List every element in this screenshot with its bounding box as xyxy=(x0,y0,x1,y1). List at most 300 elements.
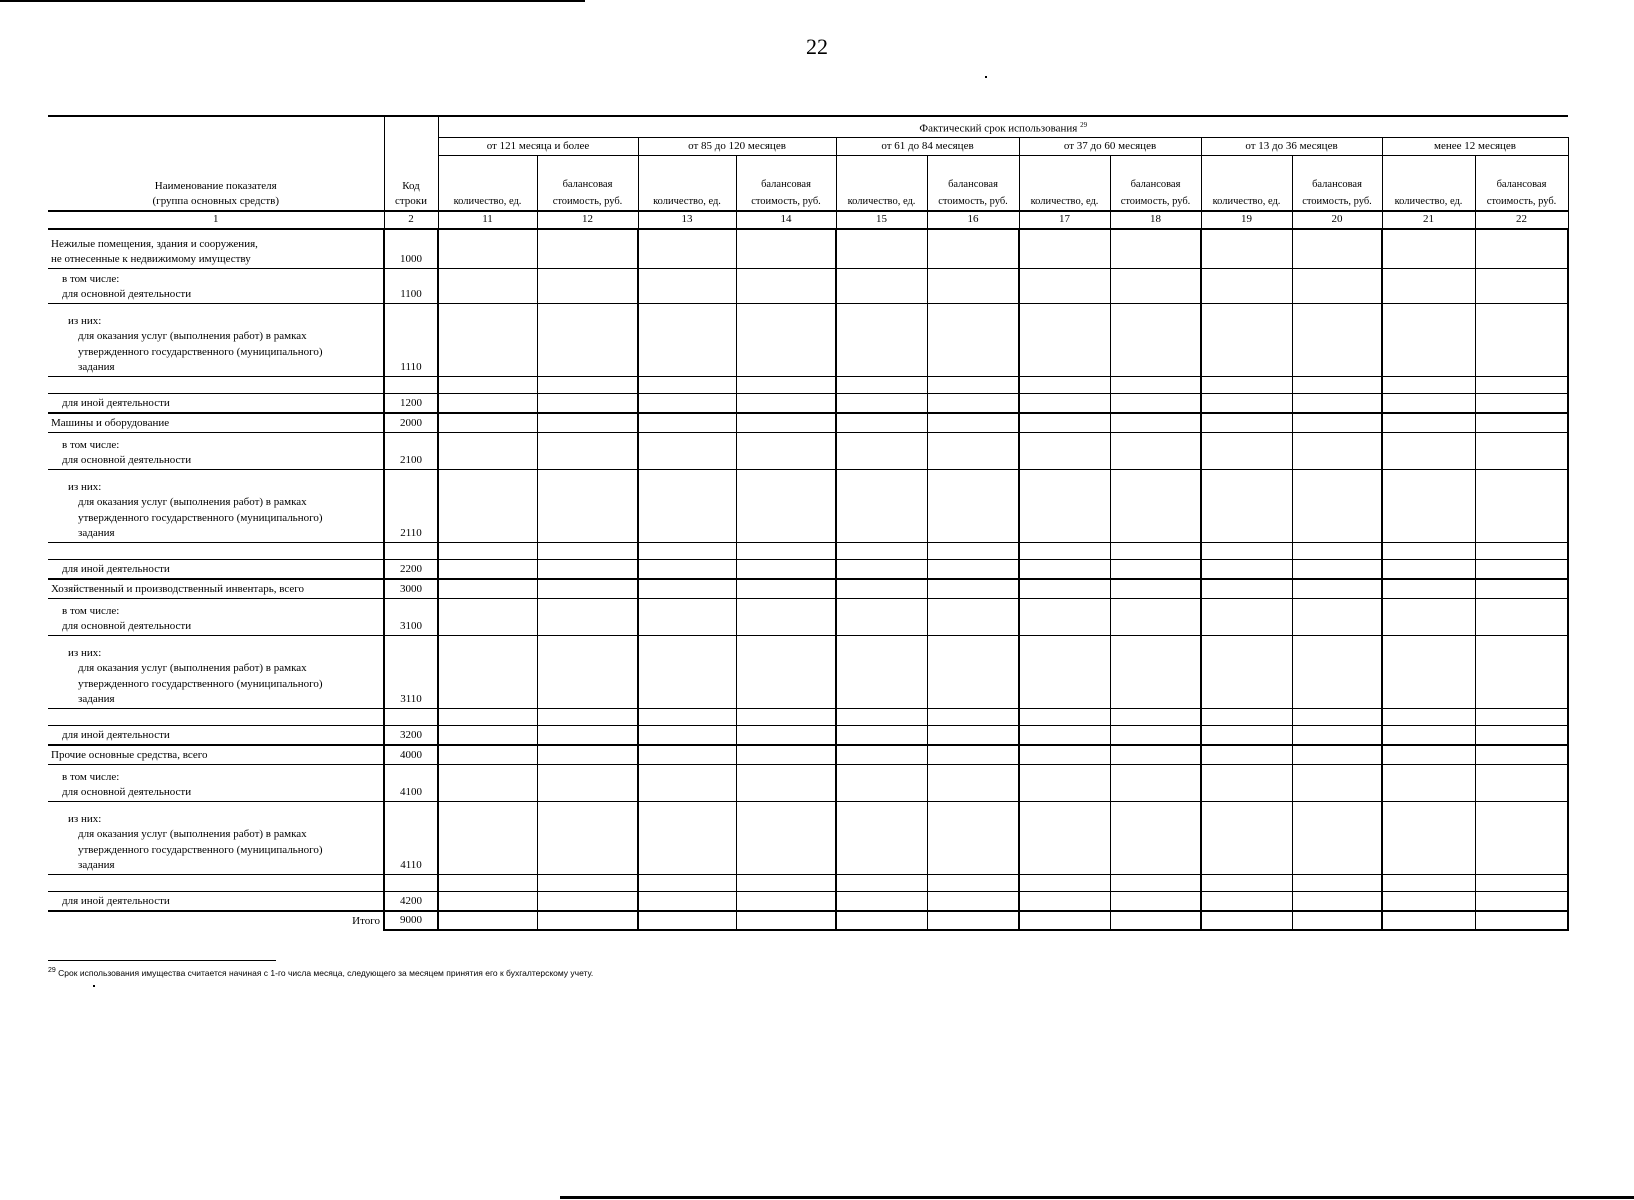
quantity-cell[interactable] xyxy=(1019,304,1110,377)
quantity-cell[interactable] xyxy=(638,709,736,726)
row-code: 2100 xyxy=(384,433,438,470)
quantity-cell[interactable] xyxy=(1382,599,1475,636)
quantity-cell[interactable] xyxy=(836,636,927,709)
cost-cell[interactable] xyxy=(537,802,638,875)
cost-cell[interactable] xyxy=(736,229,836,269)
row-name: из них: для оказания услуг (выполнения работ) в рамках утвержденного государственного (муниципального) задания xyxy=(48,304,384,377)
cost-cell[interactable] xyxy=(1110,269,1201,304)
cost-cell[interactable] xyxy=(1292,269,1382,304)
quantity-cell[interactable] xyxy=(1382,892,1475,912)
cost-cell[interactable] xyxy=(927,470,1019,543)
cost-cell[interactable] xyxy=(1292,599,1382,636)
quantity-cell[interactable] xyxy=(836,599,927,636)
quantity-cell[interactable] xyxy=(638,765,736,802)
period-group-header: от 121 месяца и более xyxy=(438,138,638,156)
cost-cell[interactable] xyxy=(1475,709,1568,726)
quantity-cell[interactable] xyxy=(836,726,927,746)
cost-cell[interactable] xyxy=(736,636,836,709)
cost-cell[interactable] xyxy=(927,875,1019,892)
cost-cell[interactable] xyxy=(927,269,1019,304)
cost-cell[interactable] xyxy=(537,709,638,726)
spacer-row xyxy=(48,377,1568,394)
quantity-cell[interactable] xyxy=(1201,543,1292,560)
cost-cell[interactable] xyxy=(927,433,1019,470)
cost-cell[interactable] xyxy=(537,745,638,765)
cost-cell[interactable] xyxy=(537,394,638,414)
cost-cell[interactable] xyxy=(736,304,836,377)
quantity-cell[interactable] xyxy=(1201,802,1292,875)
row-name: из них: для оказания услуг (выполнения работ) в рамках утвержденного государственного (муниципального) задания xyxy=(48,802,384,875)
cost-cell[interactable] xyxy=(1110,709,1201,726)
cost-cell[interactable] xyxy=(1292,579,1382,599)
quantity-cell[interactable] xyxy=(1201,560,1292,580)
cost-cell[interactable] xyxy=(1475,433,1568,470)
cost-cell[interactable] xyxy=(736,579,836,599)
cost-cell[interactable] xyxy=(927,726,1019,746)
quantity-cell[interactable] xyxy=(438,394,537,414)
cost-cell[interactable] xyxy=(1292,560,1382,580)
quantity-cell[interactable] xyxy=(1382,765,1475,802)
cost-cell[interactable] xyxy=(1292,745,1382,765)
quantity-cell[interactable] xyxy=(1382,269,1475,304)
cost-cell[interactable] xyxy=(537,599,638,636)
quantity-cell[interactable] xyxy=(1201,579,1292,599)
quantity-cell[interactable] xyxy=(1019,709,1110,726)
cost-cell[interactable] xyxy=(537,765,638,802)
quantity-cell[interactable] xyxy=(1382,560,1475,580)
cost-cell[interactable] xyxy=(1475,229,1568,269)
quantity-cell[interactable] xyxy=(1201,745,1292,765)
quantity-cell[interactable] xyxy=(438,875,537,892)
quantity-cell[interactable] xyxy=(638,892,736,912)
quantity-cell[interactable] xyxy=(438,802,537,875)
cost-cell[interactable] xyxy=(736,765,836,802)
cost-cell[interactable] xyxy=(1110,726,1201,746)
row-name xyxy=(48,543,384,560)
quantity-cell[interactable] xyxy=(836,560,927,580)
cost-cell[interactable] xyxy=(1475,377,1568,394)
quantity-column-header: количество, ед. xyxy=(1201,156,1292,212)
quantity-cell[interactable] xyxy=(1201,911,1292,930)
quantity-cell[interactable] xyxy=(438,726,537,746)
cost-cell[interactable] xyxy=(1110,636,1201,709)
cost-cell[interactable] xyxy=(1110,377,1201,394)
row-code: 1000 xyxy=(384,229,438,269)
quantity-cell[interactable] xyxy=(438,636,537,709)
cost-cell[interactable] xyxy=(736,709,836,726)
cost-cell[interactable] xyxy=(1292,543,1382,560)
cost-cell[interactable] xyxy=(1475,726,1568,746)
cost-cell[interactable] xyxy=(1292,377,1382,394)
quantity-cell[interactable] xyxy=(638,579,736,599)
cost-cell[interactable] xyxy=(537,377,638,394)
quantity-cell[interactable] xyxy=(1019,377,1110,394)
cost-cell[interactable] xyxy=(1292,726,1382,746)
page-number: 22 xyxy=(806,34,828,59)
cost-cell[interactable] xyxy=(1110,394,1201,414)
quantity-cell[interactable] xyxy=(1019,875,1110,892)
cost-cell[interactable] xyxy=(1475,765,1568,802)
quantity-cell[interactable] xyxy=(1019,269,1110,304)
cost-cell[interactable] xyxy=(736,394,836,414)
quantity-cell[interactable] xyxy=(638,377,736,394)
quantity-cell[interactable] xyxy=(836,579,927,599)
column-number: 13 xyxy=(638,211,736,229)
quantity-cell[interactable] xyxy=(1201,599,1292,636)
cost-cell[interactable] xyxy=(1110,560,1201,580)
cost-cell[interactable] xyxy=(736,560,836,580)
cost-cell[interactable] xyxy=(927,709,1019,726)
cost-cell[interactable] xyxy=(1475,802,1568,875)
cost-cell[interactable] xyxy=(1110,875,1201,892)
cost-cell[interactable] xyxy=(537,470,638,543)
quantity-cell[interactable] xyxy=(1382,229,1475,269)
quantity-cell[interactable] xyxy=(836,765,927,802)
cost-cell[interactable] xyxy=(1292,636,1382,709)
quantity-cell[interactable] xyxy=(638,560,736,580)
cost-cell[interactable] xyxy=(1292,433,1382,470)
quantity-cell[interactable] xyxy=(438,304,537,377)
quantity-cell[interactable] xyxy=(1019,413,1110,433)
cost-cell[interactable] xyxy=(537,911,638,930)
cost-cell[interactable] xyxy=(927,304,1019,377)
cost-cell[interactable] xyxy=(1292,229,1382,269)
cost-cell[interactable] xyxy=(927,543,1019,560)
quantity-cell[interactable] xyxy=(638,394,736,414)
cost-cell[interactable] xyxy=(1110,911,1201,930)
quantity-cell[interactable] xyxy=(836,745,927,765)
cost-cell[interactable] xyxy=(1292,911,1382,930)
quantity-cell[interactable] xyxy=(1382,745,1475,765)
cost-cell[interactable] xyxy=(1475,875,1568,892)
cost-cell[interactable] xyxy=(1475,636,1568,709)
cost-cell[interactable] xyxy=(1475,413,1568,433)
cost-cell[interactable] xyxy=(537,636,638,709)
period-group-header: от 13 до 36 месяцев xyxy=(1201,138,1382,156)
cost-cell[interactable] xyxy=(927,745,1019,765)
quantity-cell[interactable] xyxy=(638,543,736,560)
row-name: из них: для оказания услуг (выполнения работ) в рамках утвержденного государственного (муниципального) задания xyxy=(48,470,384,543)
cost-cell[interactable] xyxy=(927,599,1019,636)
quantity-cell[interactable] xyxy=(836,377,927,394)
quantity-cell[interactable] xyxy=(438,543,537,560)
quantity-cell[interactable] xyxy=(1382,579,1475,599)
period-group-header: от 85 до 120 месяцев xyxy=(638,138,836,156)
quantity-cell[interactable] xyxy=(438,709,537,726)
quantity-cell[interactable] xyxy=(1201,377,1292,394)
cost-cell[interactable] xyxy=(1292,802,1382,875)
quantity-cell[interactable] xyxy=(1382,911,1475,930)
quantity-cell[interactable] xyxy=(1382,636,1475,709)
quantity-column-header: количество, ед. xyxy=(438,156,537,212)
quantity-cell[interactable] xyxy=(1019,543,1110,560)
table-row xyxy=(48,636,1568,709)
quantity-cell[interactable] xyxy=(1201,413,1292,433)
quantity-cell[interactable] xyxy=(1382,304,1475,377)
cost-cell[interactable] xyxy=(927,636,1019,709)
quantity-cell[interactable] xyxy=(638,470,736,543)
quantity-cell[interactable] xyxy=(638,745,736,765)
cost-cell[interactable] xyxy=(1475,269,1568,304)
quantity-cell[interactable] xyxy=(836,709,927,726)
row-name: для иной деятельности xyxy=(48,892,384,912)
quantity-cell[interactable] xyxy=(638,413,736,433)
cost-cell[interactable] xyxy=(1475,745,1568,765)
cost-cell[interactable] xyxy=(736,599,836,636)
quantity-cell[interactable] xyxy=(836,433,927,470)
quantity-cell[interactable] xyxy=(1201,394,1292,414)
quantity-cell[interactable] xyxy=(1201,229,1292,269)
cost-cell[interactable] xyxy=(1475,304,1568,377)
table-row xyxy=(48,765,1568,802)
column-number: 15 xyxy=(836,211,927,229)
quantity-column-header: количество, ед. xyxy=(836,156,927,212)
cost-cell[interactable] xyxy=(736,377,836,394)
quantity-cell[interactable] xyxy=(1201,304,1292,377)
cost-cell[interactable] xyxy=(1110,579,1201,599)
quantity-cell[interactable] xyxy=(638,636,736,709)
cost-cell[interactable] xyxy=(537,543,638,560)
cost-cell[interactable] xyxy=(1110,433,1201,470)
quantity-cell[interactable] xyxy=(1382,377,1475,394)
quantity-cell[interactable] xyxy=(438,579,537,599)
cost-cell[interactable] xyxy=(1110,413,1201,433)
quantity-cell[interactable] xyxy=(836,802,927,875)
quantity-cell[interactable] xyxy=(1201,470,1292,543)
quantity-cell[interactable] xyxy=(1019,892,1110,912)
cost-cell[interactable] xyxy=(736,543,836,560)
quantity-cell[interactable] xyxy=(1201,726,1292,746)
cost-cell[interactable] xyxy=(537,560,638,580)
quantity-cell[interactable] xyxy=(638,726,736,746)
quantity-cell[interactable] xyxy=(1382,433,1475,470)
quantity-cell[interactable] xyxy=(1019,560,1110,580)
cost-cell[interactable] xyxy=(1292,709,1382,726)
quantity-cell[interactable] xyxy=(438,892,537,912)
quantity-cell[interactable] xyxy=(1201,433,1292,470)
scan-speck xyxy=(93,985,95,987)
quantity-cell[interactable] xyxy=(438,599,537,636)
cost-cell[interactable] xyxy=(736,269,836,304)
cost-cell[interactable] xyxy=(1475,470,1568,543)
quantity-cell[interactable] xyxy=(438,433,537,470)
quantity-cell[interactable] xyxy=(1201,269,1292,304)
cost-cell[interactable] xyxy=(927,413,1019,433)
quantity-cell[interactable] xyxy=(1382,413,1475,433)
footnote-rule xyxy=(48,960,276,961)
quantity-column-header: количество, ед. xyxy=(1382,156,1475,212)
table-row xyxy=(48,802,1568,875)
cost-cell[interactable] xyxy=(1110,229,1201,269)
quantity-cell[interactable] xyxy=(1019,229,1110,269)
quantity-cell[interactable] xyxy=(438,745,537,765)
quantity-cell[interactable] xyxy=(1382,543,1475,560)
cost-cell[interactable] xyxy=(537,726,638,746)
footnote-reference: 29 xyxy=(1080,120,1088,129)
cost-cell[interactable] xyxy=(736,802,836,875)
quantity-cell[interactable] xyxy=(836,875,927,892)
cost-cell[interactable] xyxy=(1292,304,1382,377)
cost-cell[interactable] xyxy=(1292,413,1382,433)
quantity-cell[interactable] xyxy=(836,413,927,433)
row-name: для иной деятельности xyxy=(48,394,384,414)
cost-cell[interactable] xyxy=(1110,892,1201,912)
quantity-cell[interactable] xyxy=(1382,802,1475,875)
cost-cell[interactable] xyxy=(927,579,1019,599)
cost-cell[interactable] xyxy=(1110,745,1201,765)
cost-cell[interactable] xyxy=(537,229,638,269)
quantity-cell[interactable] xyxy=(1019,745,1110,765)
cost-cell[interactable] xyxy=(1110,304,1201,377)
quantity-cell[interactable] xyxy=(438,911,537,930)
cost-cell[interactable] xyxy=(1475,394,1568,414)
quantity-cell[interactable] xyxy=(836,543,927,560)
cost-cell[interactable] xyxy=(1475,579,1568,599)
quantity-cell[interactable] xyxy=(1019,433,1110,470)
cost-cell[interactable] xyxy=(537,433,638,470)
quantity-cell[interactable] xyxy=(1382,470,1475,543)
cost-cell[interactable] xyxy=(736,470,836,543)
quantity-cell[interactable] xyxy=(1382,709,1475,726)
quantity-cell[interactable] xyxy=(1201,765,1292,802)
table-row xyxy=(48,560,1568,580)
period-group-header: от 61 до 84 месяцев xyxy=(836,138,1019,156)
cost-cell[interactable] xyxy=(537,875,638,892)
row-name: Прочие основные средства, всего xyxy=(48,745,384,765)
column-number: 17 xyxy=(1019,211,1110,229)
table-row xyxy=(48,413,1568,433)
cost-cell[interactable] xyxy=(927,892,1019,912)
quantity-cell[interactable] xyxy=(1019,765,1110,802)
cost-cell[interactable] xyxy=(927,377,1019,394)
code-column-header: Код строки xyxy=(384,116,438,211)
quantity-cell[interactable] xyxy=(1201,636,1292,709)
quantity-cell[interactable] xyxy=(638,802,736,875)
quantity-cell[interactable] xyxy=(638,433,736,470)
quantity-cell[interactable] xyxy=(836,304,927,377)
cost-cell[interactable] xyxy=(1292,875,1382,892)
quantity-cell[interactable] xyxy=(1019,726,1110,746)
row-code: 4100 xyxy=(384,765,438,802)
cost-cell[interactable] xyxy=(927,802,1019,875)
quantity-cell[interactable] xyxy=(1382,394,1475,414)
bottom-edge-rule xyxy=(560,1196,1634,1199)
period-group-header: менее 12 месяцев xyxy=(1382,138,1568,156)
quantity-cell[interactable] xyxy=(438,269,537,304)
quantity-cell[interactable] xyxy=(1201,892,1292,912)
quantity-cell[interactable] xyxy=(1019,470,1110,543)
row-name: в том числе: для основной деятельности xyxy=(48,599,384,636)
quantity-column-header: количество, ед. xyxy=(638,156,736,212)
quantity-column-header: количество, ед. xyxy=(1019,156,1110,212)
cost-cell[interactable] xyxy=(927,560,1019,580)
cost-cell[interactable] xyxy=(1475,599,1568,636)
cost-cell[interactable] xyxy=(1292,470,1382,543)
quantity-cell[interactable] xyxy=(438,560,537,580)
column-number: 21 xyxy=(1382,211,1475,229)
cost-cell[interactable] xyxy=(1475,892,1568,912)
quantity-cell[interactable] xyxy=(438,229,537,269)
spacer-row xyxy=(48,543,1568,560)
cost-cell[interactable] xyxy=(927,229,1019,269)
cost-cell[interactable] xyxy=(537,413,638,433)
table-row xyxy=(48,394,1568,414)
cost-cell[interactable] xyxy=(736,911,836,930)
quantity-cell[interactable] xyxy=(836,911,927,930)
quantity-cell[interactable] xyxy=(1019,579,1110,599)
quantity-cell[interactable] xyxy=(438,377,537,394)
row-name xyxy=(48,875,384,892)
cost-cell[interactable] xyxy=(736,433,836,470)
cost-cell[interactable] xyxy=(927,765,1019,802)
cost-cell[interactable] xyxy=(537,892,638,912)
quantity-cell[interactable] xyxy=(438,470,537,543)
cost-cell[interactable] xyxy=(1475,560,1568,580)
cost-cell[interactable] xyxy=(537,304,638,377)
cost-cell[interactable] xyxy=(1110,599,1201,636)
quantity-cell[interactable] xyxy=(1382,726,1475,746)
cost-cell[interactable] xyxy=(537,579,638,599)
quantity-cell[interactable] xyxy=(638,269,736,304)
cost-cell[interactable] xyxy=(736,726,836,746)
cost-cell[interactable] xyxy=(736,413,836,433)
quantity-cell[interactable] xyxy=(638,229,736,269)
spacer-row xyxy=(48,709,1568,726)
cost-cell[interactable] xyxy=(1475,543,1568,560)
quantity-cell[interactable] xyxy=(1201,875,1292,892)
cost-cell[interactable] xyxy=(1110,543,1201,560)
cost-cell[interactable] xyxy=(736,745,836,765)
quantity-cell[interactable] xyxy=(836,269,927,304)
quantity-cell[interactable] xyxy=(638,875,736,892)
row-code: 2000 xyxy=(384,413,438,433)
row-code: 9000 xyxy=(384,911,438,930)
quantity-cell[interactable] xyxy=(836,394,927,414)
column-number: 2 xyxy=(384,211,438,229)
cost-cell[interactable] xyxy=(927,394,1019,414)
cost-cell[interactable] xyxy=(927,911,1019,930)
quantity-cell[interactable] xyxy=(836,470,927,543)
quantity-cell[interactable] xyxy=(836,229,927,269)
column-number: 12 xyxy=(537,211,638,229)
cost-cell[interactable] xyxy=(1110,802,1201,875)
cost-cell[interactable] xyxy=(1475,911,1568,930)
quantity-cell[interactable] xyxy=(638,599,736,636)
table-row xyxy=(48,599,1568,636)
quantity-cell[interactable] xyxy=(438,765,537,802)
quantity-cell[interactable] xyxy=(1019,802,1110,875)
quantity-cell[interactable] xyxy=(1019,911,1110,930)
cost-cell[interactable] xyxy=(537,269,638,304)
cost-cell[interactable] xyxy=(736,892,836,912)
quantity-cell[interactable] xyxy=(836,892,927,912)
quantity-cell[interactable] xyxy=(438,413,537,433)
cost-cell[interactable] xyxy=(1292,765,1382,802)
quantity-cell[interactable] xyxy=(1019,599,1110,636)
row-code: 4200 xyxy=(384,892,438,912)
cost-cell[interactable] xyxy=(1110,470,1201,543)
quantity-cell[interactable] xyxy=(1382,875,1475,892)
cost-cell[interactable] xyxy=(1292,394,1382,414)
cost-cell[interactable] xyxy=(1110,765,1201,802)
cost-cell[interactable] xyxy=(1292,892,1382,912)
cost-cell[interactable] xyxy=(736,875,836,892)
quantity-cell[interactable] xyxy=(1019,394,1110,414)
quantity-cell[interactable] xyxy=(1019,636,1110,709)
quantity-cell[interactable] xyxy=(638,304,736,377)
quantity-cell[interactable] xyxy=(1201,709,1292,726)
quantity-cell[interactable] xyxy=(638,911,736,930)
